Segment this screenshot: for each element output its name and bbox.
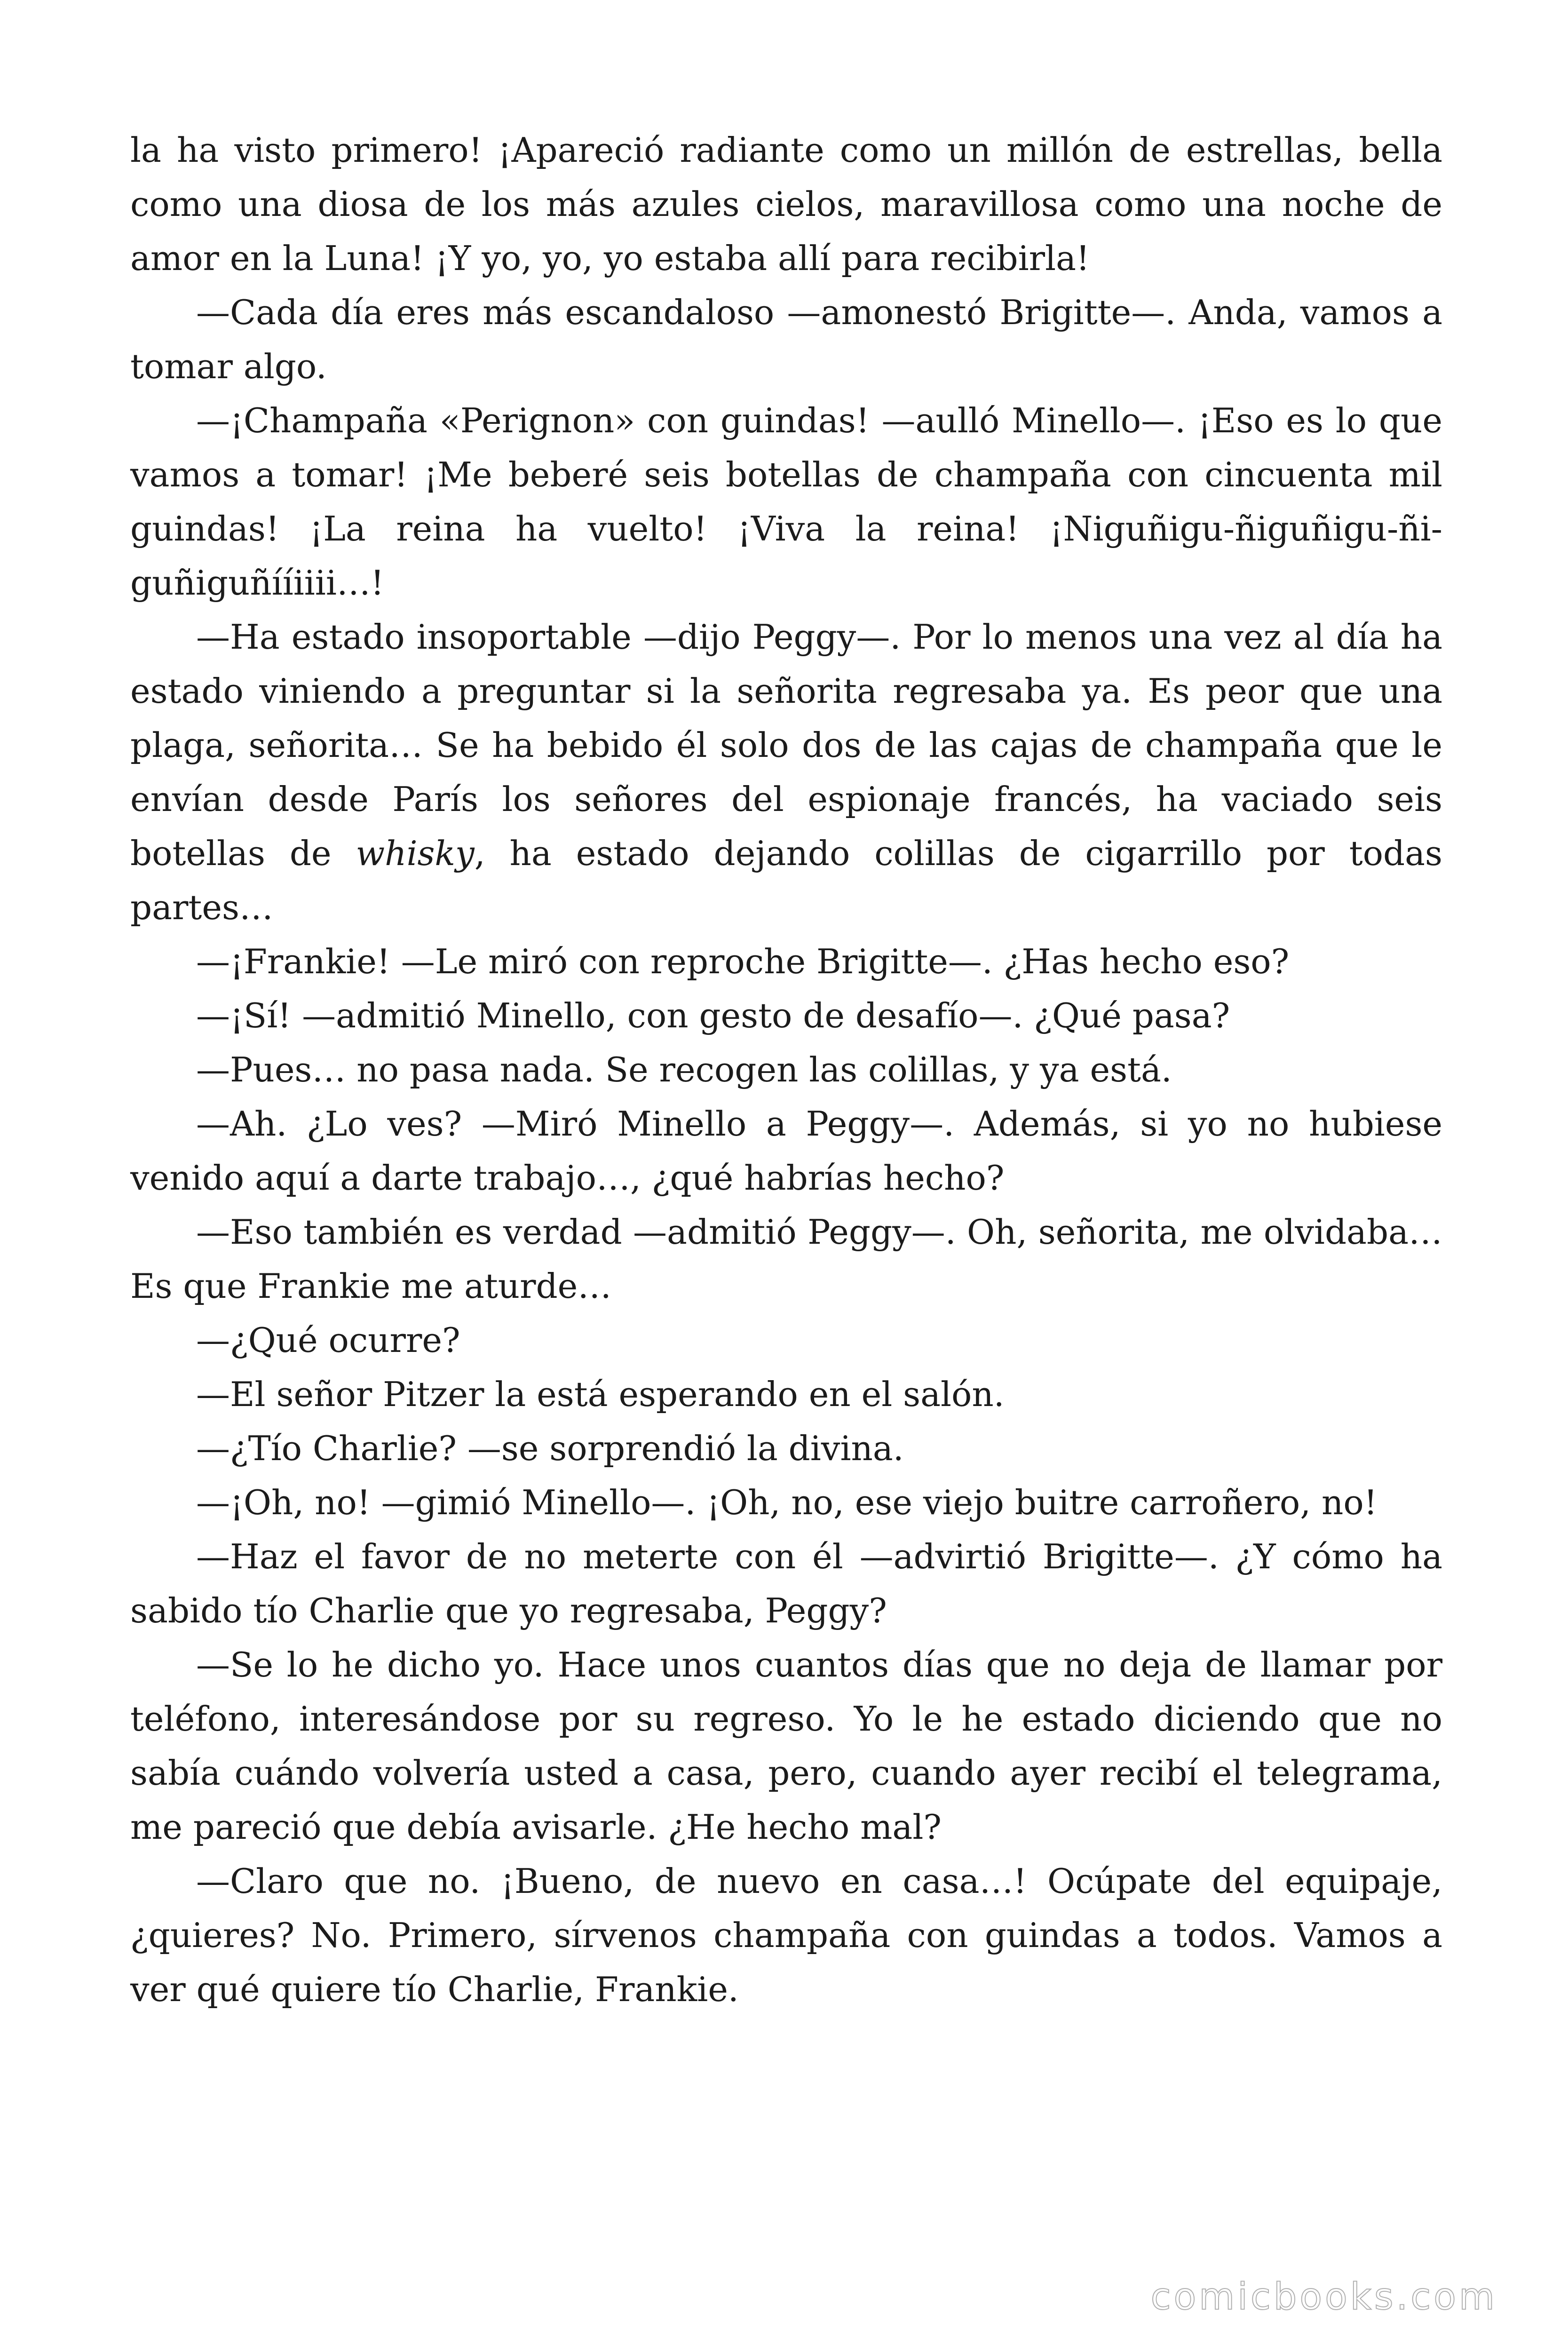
italic-word: whisky (356, 834, 475, 873)
dialogue-paragraph: —¡Frankie! —Le miró con reproche Brigitte—. ¿Has hecho eso? (196, 942, 1290, 981)
dialogue-paragraph: —¡Oh, no! —gimió Minello—. ¡Oh, no, ese viejo buitre carroñero, no! (196, 1483, 1378, 1522)
dialogue-paragraph: —Ah. ¿Lo ves? —Miró Minello a Peggy—. Además, si yo no hubiese venido aquí a darte trabajo…, ¿qué habrías hecho? (130, 1104, 1442, 1198)
paragraph-text-after-italic: , ha estado dejando colillas de cigarrillo por todas partes… (130, 834, 1442, 927)
dialogue-paragraph: —Se lo he dicho yo. Hace unos cuantos días que no deja de llamar por teléfono, interesándose por su regreso. Yo le he estado diciendo que no sabía cuándo volvería usted a casa, pero, cuando ayer recibí el telegrama, me pareció que debía avisarle. ¿He hecho mal? (130, 1645, 1442, 1847)
paragraph-continuation: la ha visto primero! ¡Apareció radiante como un millón de estrellas, bella como una diosa de los más azules cielos, maravillosa como una noche de amor en la Luna! ¡Y yo, yo, yo estaba allí para recibirla! (130, 130, 1442, 278)
dialogue-paragraph: —¡Champaña «Perignon» con guindas! —aulló Minello—. ¡Eso es lo que vamos a tomar! ¡Me beberé seis botellas de champaña con cincuenta mil guindas! ¡La reina ha vuelto! ¡Viva la reina! ¡Niguñigu-ñiguñigu-ñi-guñiguñííiiii…! (130, 401, 1442, 603)
dialogue-paragraph: —Haz el favor de no meterte con él —advirtió Brigitte—. ¿Y cómo ha sabido tío Charlie que yo regresaba, Peggy? (130, 1537, 1442, 1630)
dialogue-paragraph (130, 610, 1442, 935)
dialogue-paragraph: —El señor Pitzer la está esperando en el salón. (196, 1375, 1005, 1414)
dialogue-paragraph: —¿Qué ocurre? (196, 1320, 460, 1360)
watermark: comicbooks.com (1150, 2276, 1497, 2318)
book-page-text (130, 123, 1442, 2017)
paragraph-text-before-italic: —Ha estado insoportable —dijo Peggy—. Por lo menos una vez al día ha estado viniendo a preguntar si la señorita regresaba ya. Es peor que una plaga, señorita… Se ha bebido él solo dos de las cajas de champaña que le envían desde París los señores del espionaje francés, ha vaciado seis botellas de (130, 617, 1442, 873)
dialogue-paragraph: —Claro que no. ¡Bueno, de nuevo en casa…! Ocúpate del equipaje, ¿quieres? No. Primero, sírvenos champaña con guindas a todos. Vamos a ver qué quiere tío Charlie, Frankie. (130, 1861, 1442, 2009)
dialogue-paragraph: —¿Tío Charlie? —se sorprendió la divina. (196, 1429, 904, 1468)
dialogue-paragraph: —Cada día eres más escandaloso —amonestó Brigitte—. Anda, vamos a tomar algo. (130, 293, 1442, 386)
dialogue-paragraph: —Eso también es verdad —admitió Peggy—. Oh, señorita, me olvidaba… Es que Frankie me aturde… (130, 1212, 1442, 1306)
dialogue-paragraph: —¡Sí! —admitió Minello, con gesto de desafío—. ¿Qué pasa? (196, 996, 1230, 1035)
dialogue-paragraph: —Pues… no pasa nada. Se recogen las colillas, y ya está. (196, 1050, 1172, 1089)
